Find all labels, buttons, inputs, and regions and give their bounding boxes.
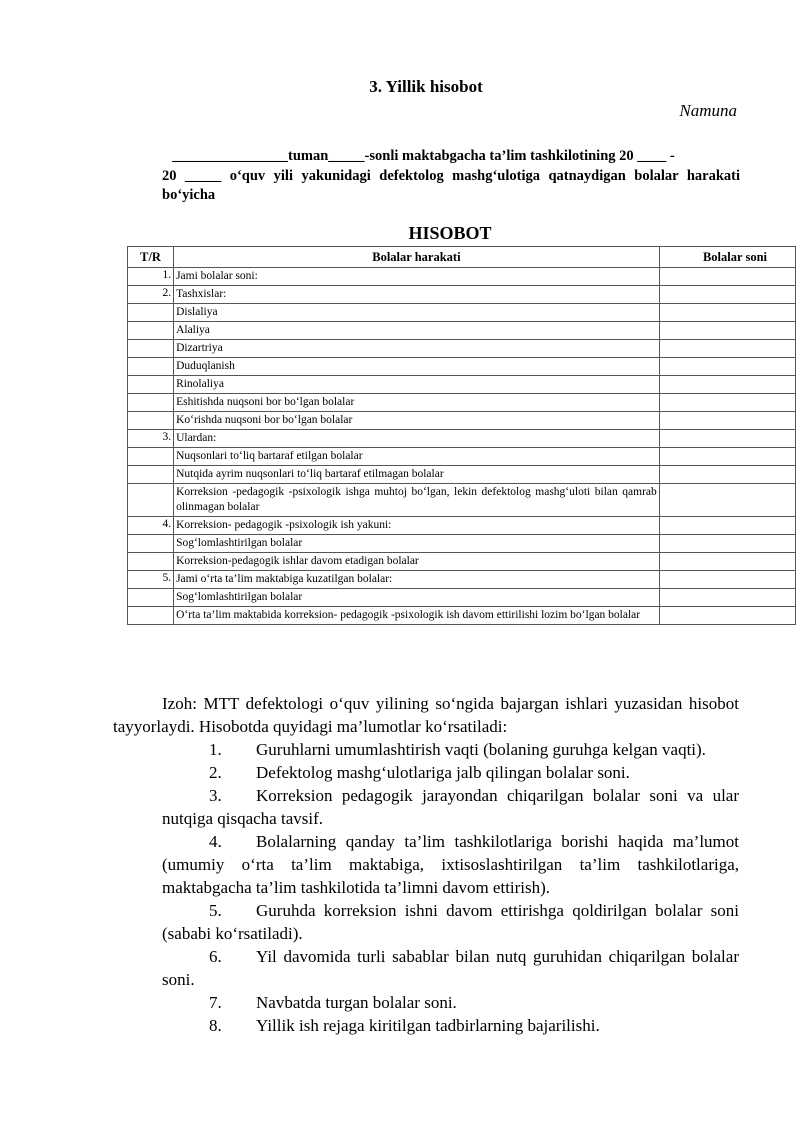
- row-count-cell[interactable]: [659, 571, 795, 589]
- row-count-cell[interactable]: [659, 607, 795, 625]
- row-number: [128, 322, 174, 340]
- note-item-text: Bolalarning qanday ta’lim tashkilotlariga borishi haqida ma’lumot (umumiy o‘rta ta’lim maktabiga, ixtisoslashtirilgan ta’lim tashkilotlariga, maktabgacha ta’lim tashkilotida ta’limni davom ettirish).: [162, 832, 739, 897]
- row-number: 2.: [128, 286, 174, 304]
- table-row: [128, 484, 796, 517]
- row-number: [128, 448, 174, 466]
- table-row: [128, 268, 796, 286]
- header-number: T/R: [128, 247, 174, 268]
- section-title: 3. Yillik hisobot: [369, 77, 483, 96]
- row-number: 4.: [128, 517, 174, 535]
- row-number: [128, 394, 174, 412]
- row-description: Alaliya: [174, 322, 660, 340]
- row-number: [128, 304, 174, 322]
- note-item-number: 6.: [209, 947, 222, 966]
- table-row: [128, 340, 796, 358]
- table-row: [128, 376, 796, 394]
- row-count-cell[interactable]: [659, 376, 795, 394]
- row-count-cell[interactable]: [659, 466, 795, 484]
- row-number: [128, 412, 174, 430]
- row-number: [128, 376, 174, 394]
- row-description: Duduqlanish: [174, 358, 660, 376]
- note-item-number: 1.: [209, 740, 222, 759]
- row-description: Dislaliya: [174, 304, 660, 322]
- intro-line-1: ________________tuman_____-sonli maktabgacha ta’lim tashkilotining 20 ____ -: [172, 148, 675, 164]
- row-description: Ko‘rishda nuqsoni bor bo‘lgan bolalar: [174, 412, 660, 430]
- report-title: HISOBOT: [408, 223, 492, 243]
- note-item-number: 8.: [209, 1016, 222, 1035]
- table-header-row: [128, 247, 796, 268]
- table-row: [128, 358, 796, 376]
- row-description: Korreksion -pedagogik -psixologik ishga muhtoj bo‘lgan, lekin defektolog mashg‘uloti bilan qamrab olinmagan bolalar: [174, 484, 660, 517]
- row-description: Eshitishda nuqsoni bor bo‘lgan bolalar: [174, 394, 660, 412]
- table-row: [128, 430, 796, 448]
- note-item-number: 3.: [209, 786, 222, 805]
- row-count-cell[interactable]: [659, 484, 795, 517]
- row-count-cell[interactable]: [659, 268, 795, 286]
- row-count-cell[interactable]: [659, 553, 795, 571]
- note-item-text: Guruhlarni umumlashtirish vaqti (bolaning guruhga kelgan vaqti).: [256, 740, 706, 759]
- table-row: [128, 304, 796, 322]
- note-item: [113, 784, 739, 830]
- note-item-number: 4.: [209, 832, 222, 851]
- note-item: [113, 991, 739, 1014]
- row-number: [128, 535, 174, 553]
- report-table: [127, 246, 796, 625]
- table-row: [128, 553, 796, 571]
- row-description: Sog‘lomlashtirilgan bolalar: [174, 589, 660, 607]
- table-row: [128, 448, 796, 466]
- row-count-cell[interactable]: [659, 589, 795, 607]
- row-count-cell[interactable]: [659, 535, 795, 553]
- table-row: [128, 412, 796, 430]
- row-number: [128, 607, 174, 625]
- table-row: [128, 394, 796, 412]
- table-row: [128, 607, 796, 625]
- sample-label: Namuna: [679, 101, 737, 120]
- note-section: [113, 692, 739, 1037]
- note-item-text: Korreksion pedagogik jarayondan chiqarilgan bolalar soni va ular nutqiga qisqacha tavsif.: [162, 786, 739, 828]
- table-row: [128, 466, 796, 484]
- row-description: Korreksion- pedagogik -psixologik ish yakuni:: [174, 517, 660, 535]
- note-item-number: 7.: [209, 993, 222, 1012]
- report-intro: [162, 147, 740, 206]
- row-description: Nuqsonlari to‘liq bartaraf etilgan bolalar: [174, 448, 660, 466]
- note-item-text: Guruhda korreksion ishni davom ettirishga qoldirilgan bolalar soni (sababi ko‘rsatiladi).: [162, 901, 739, 943]
- note-item: [113, 945, 739, 991]
- row-number: [128, 340, 174, 358]
- row-count-cell[interactable]: [659, 517, 795, 535]
- row-description: Korreksion-pedagogik ishlar davom etadigan bolalar: [174, 553, 660, 571]
- row-number: [128, 589, 174, 607]
- note-item-text: Defektolog mashg‘ulotlariga jalb qilingan bolalar soni.: [256, 763, 630, 782]
- table-row: [128, 571, 796, 589]
- row-count-cell[interactable]: [659, 448, 795, 466]
- row-count-cell[interactable]: [659, 286, 795, 304]
- table-row: [128, 589, 796, 607]
- note-item-number: 2.: [209, 763, 222, 782]
- note-item: [113, 738, 739, 761]
- note-item: [113, 899, 739, 945]
- row-description: Jami o‘rta ta’lim maktabiga kuzatilgan bolalar:: [174, 571, 660, 589]
- note-item-text: Yillik ish rejaga kiritilgan tadbirlarning bajarilishi.: [256, 1016, 600, 1035]
- table-row: [128, 517, 796, 535]
- note-item-number: 5.: [209, 901, 222, 920]
- row-number: 1.: [128, 268, 174, 286]
- table-row: [128, 322, 796, 340]
- row-number: [128, 466, 174, 484]
- row-count-cell[interactable]: [659, 322, 795, 340]
- row-description: O‘rta ta’lim maktabida korreksion- pedagogik -psixologik ish davom ettirilishi lozim bo‘lgan bolalar: [174, 607, 660, 625]
- note-lead: Izoh: MTT defektologi o‘quv yilining so‘ngida bajargan ishlari yuzasidan hisobot tayyorlaydi. Hisobotda quyidagi ma’lumotlar ko‘rsatiladi:: [113, 694, 739, 736]
- header-count: Bolalar soni: [659, 247, 795, 268]
- row-description: Nutqida ayrim nuqsonlari to‘liq bartaraf etilmagan bolalar: [174, 466, 660, 484]
- note-list: [113, 738, 739, 1037]
- row-count-cell[interactable]: [659, 340, 795, 358]
- header-movement: Bolalar harakati: [174, 247, 660, 268]
- row-number: [128, 484, 174, 517]
- table-body: [128, 268, 796, 625]
- table-row: [128, 286, 796, 304]
- row-description: Dizartriya: [174, 340, 660, 358]
- row-description: Ulardan:: [174, 430, 660, 448]
- row-count-cell[interactable]: [659, 304, 795, 322]
- row-number: [128, 358, 174, 376]
- row-count-cell[interactable]: [659, 412, 795, 430]
- row-description: Sog‘lomlashtirilgan bolalar: [174, 535, 660, 553]
- row-count-cell[interactable]: [659, 430, 795, 448]
- row-number: [128, 553, 174, 571]
- note-item: [113, 1014, 739, 1037]
- note-item: [113, 830, 739, 899]
- row-description: Jami bolalar soni:: [174, 268, 660, 286]
- note-item: [113, 761, 739, 784]
- table-row: [128, 535, 796, 553]
- row-count-cell[interactable]: [659, 358, 795, 376]
- note-item-text: Yil davomida turli sabablar bilan nutq guruhidan chiqarilgan bolalar soni.: [162, 947, 739, 989]
- note-item-text: Navbatda turgan bolalar soni.: [256, 993, 457, 1012]
- intro-line-2: 20 _____ o‘quv yili yakunidagi defektolog mashg‘ulotiga qatnaydigan bolalar harakati bo‘yicha: [162, 167, 740, 203]
- row-description: Tashxislar:: [174, 286, 660, 304]
- row-number: 5.: [128, 571, 174, 589]
- row-count-cell[interactable]: [659, 394, 795, 412]
- row-number: 3.: [128, 430, 174, 448]
- row-description: Rinolaliya: [174, 376, 660, 394]
